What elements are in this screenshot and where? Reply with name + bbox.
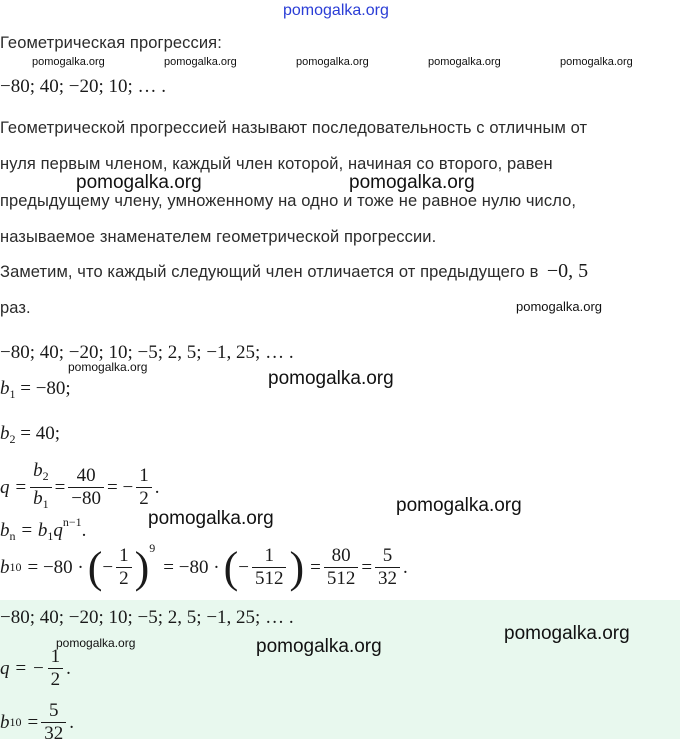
sequence-long: −80; 40; −20; 10; −5; 2, 5; −1, 25; … .: [0, 342, 294, 363]
fraction: $\frac{1}{2}$: [136, 465, 152, 510]
watermark: pomogalka.org: [164, 56, 237, 68]
watermark: pomogalka.org: [504, 623, 630, 644]
watermark: pomogalka.org: [148, 508, 274, 529]
fraction: $\frac{1}{512}$: [252, 545, 287, 590]
watermark: pomogalka.org: [68, 360, 148, 374]
watermark: pomogalka.org: [32, 56, 105, 68]
watermark-top: pomogalka.org: [283, 2, 389, 19]
definition-line: называемое знаменателем геометрической прогрессии.: [0, 228, 437, 246]
watermark: pomogalka.org: [296, 56, 369, 68]
fraction: $\frac{5}{32}$: [375, 545, 400, 590]
answer-q: q = − $\frac{1}{2}$ .: [0, 646, 71, 690]
answer-sequence: −80; 40; −20; 10; −5; 2, 5; −1, 25; … .: [0, 607, 294, 628]
bn-formula: $b_n = b_1q^{n-1}$.: [0, 515, 87, 543]
definition-line: Геометрической прогрессией называют последовательность с отличным от: [0, 119, 588, 137]
answer-b10: b 10 = $\frac{5}{32}$ .: [0, 700, 74, 744]
b2-formula: $b_2 = 40$;: [0, 423, 60, 446]
note-line: [0, 260, 588, 283]
fraction: $\frac{1}{2}$: [116, 545, 132, 590]
note-factor: −0, 5: [546, 260, 589, 282]
watermark: pomogalka.org: [349, 172, 475, 193]
watermark: pomogalka.org: [516, 299, 602, 314]
note-line-2: раз.: [0, 299, 31, 317]
q-formula: q = $\frac{b_2}{b_1}$ = $\frac{40}{-80}$ = − $\frac{1}{2}$ .: [0, 460, 159, 515]
definition-line: нуля первым членом, каждый член которой, начиная со второго, равен: [0, 155, 553, 173]
fraction: $\frac{5}{32}$: [41, 700, 66, 745]
definition-line: предыдущему члену, умноженному на одно и тоже не равное нулю число,: [0, 192, 577, 210]
b10-formula: b 10 = −80 · ( − $\frac{1}{2}$ ) $^9$ = −80 · ( − $\frac{1}{512}$ ) = $\frac{80}{512}$ = $\frac{5}{32}$ .: [0, 541, 408, 592]
b1-formula: $b_1 = -80$;: [0, 378, 71, 401]
fraction: $\frac{1}{2}$: [48, 646, 64, 691]
watermark: pomogalka.org: [428, 56, 501, 68]
watermark: pomogalka.org: [56, 636, 136, 650]
fraction: $\frac{40}{-80}$: [68, 465, 104, 510]
watermark: pomogalka.org: [268, 368, 394, 389]
watermark: pomogalka.org: [256, 636, 382, 657]
sequence-short: −80; 40; −20; 10; … .: [0, 76, 167, 97]
section-heading: Геометрическая прогрессия:: [0, 34, 222, 52]
note-text: Заметим, что каждый следующий член отличается от предыдущего в: [0, 263, 539, 281]
fraction: $\frac{80}{512}$: [324, 545, 359, 590]
watermark: pomogalka.org: [396, 495, 522, 516]
watermark: pomogalka.org: [560, 56, 633, 68]
fraction: $\frac{b_2}{b_1}$: [30, 460, 52, 515]
watermark: pomogalka.org: [76, 172, 202, 193]
